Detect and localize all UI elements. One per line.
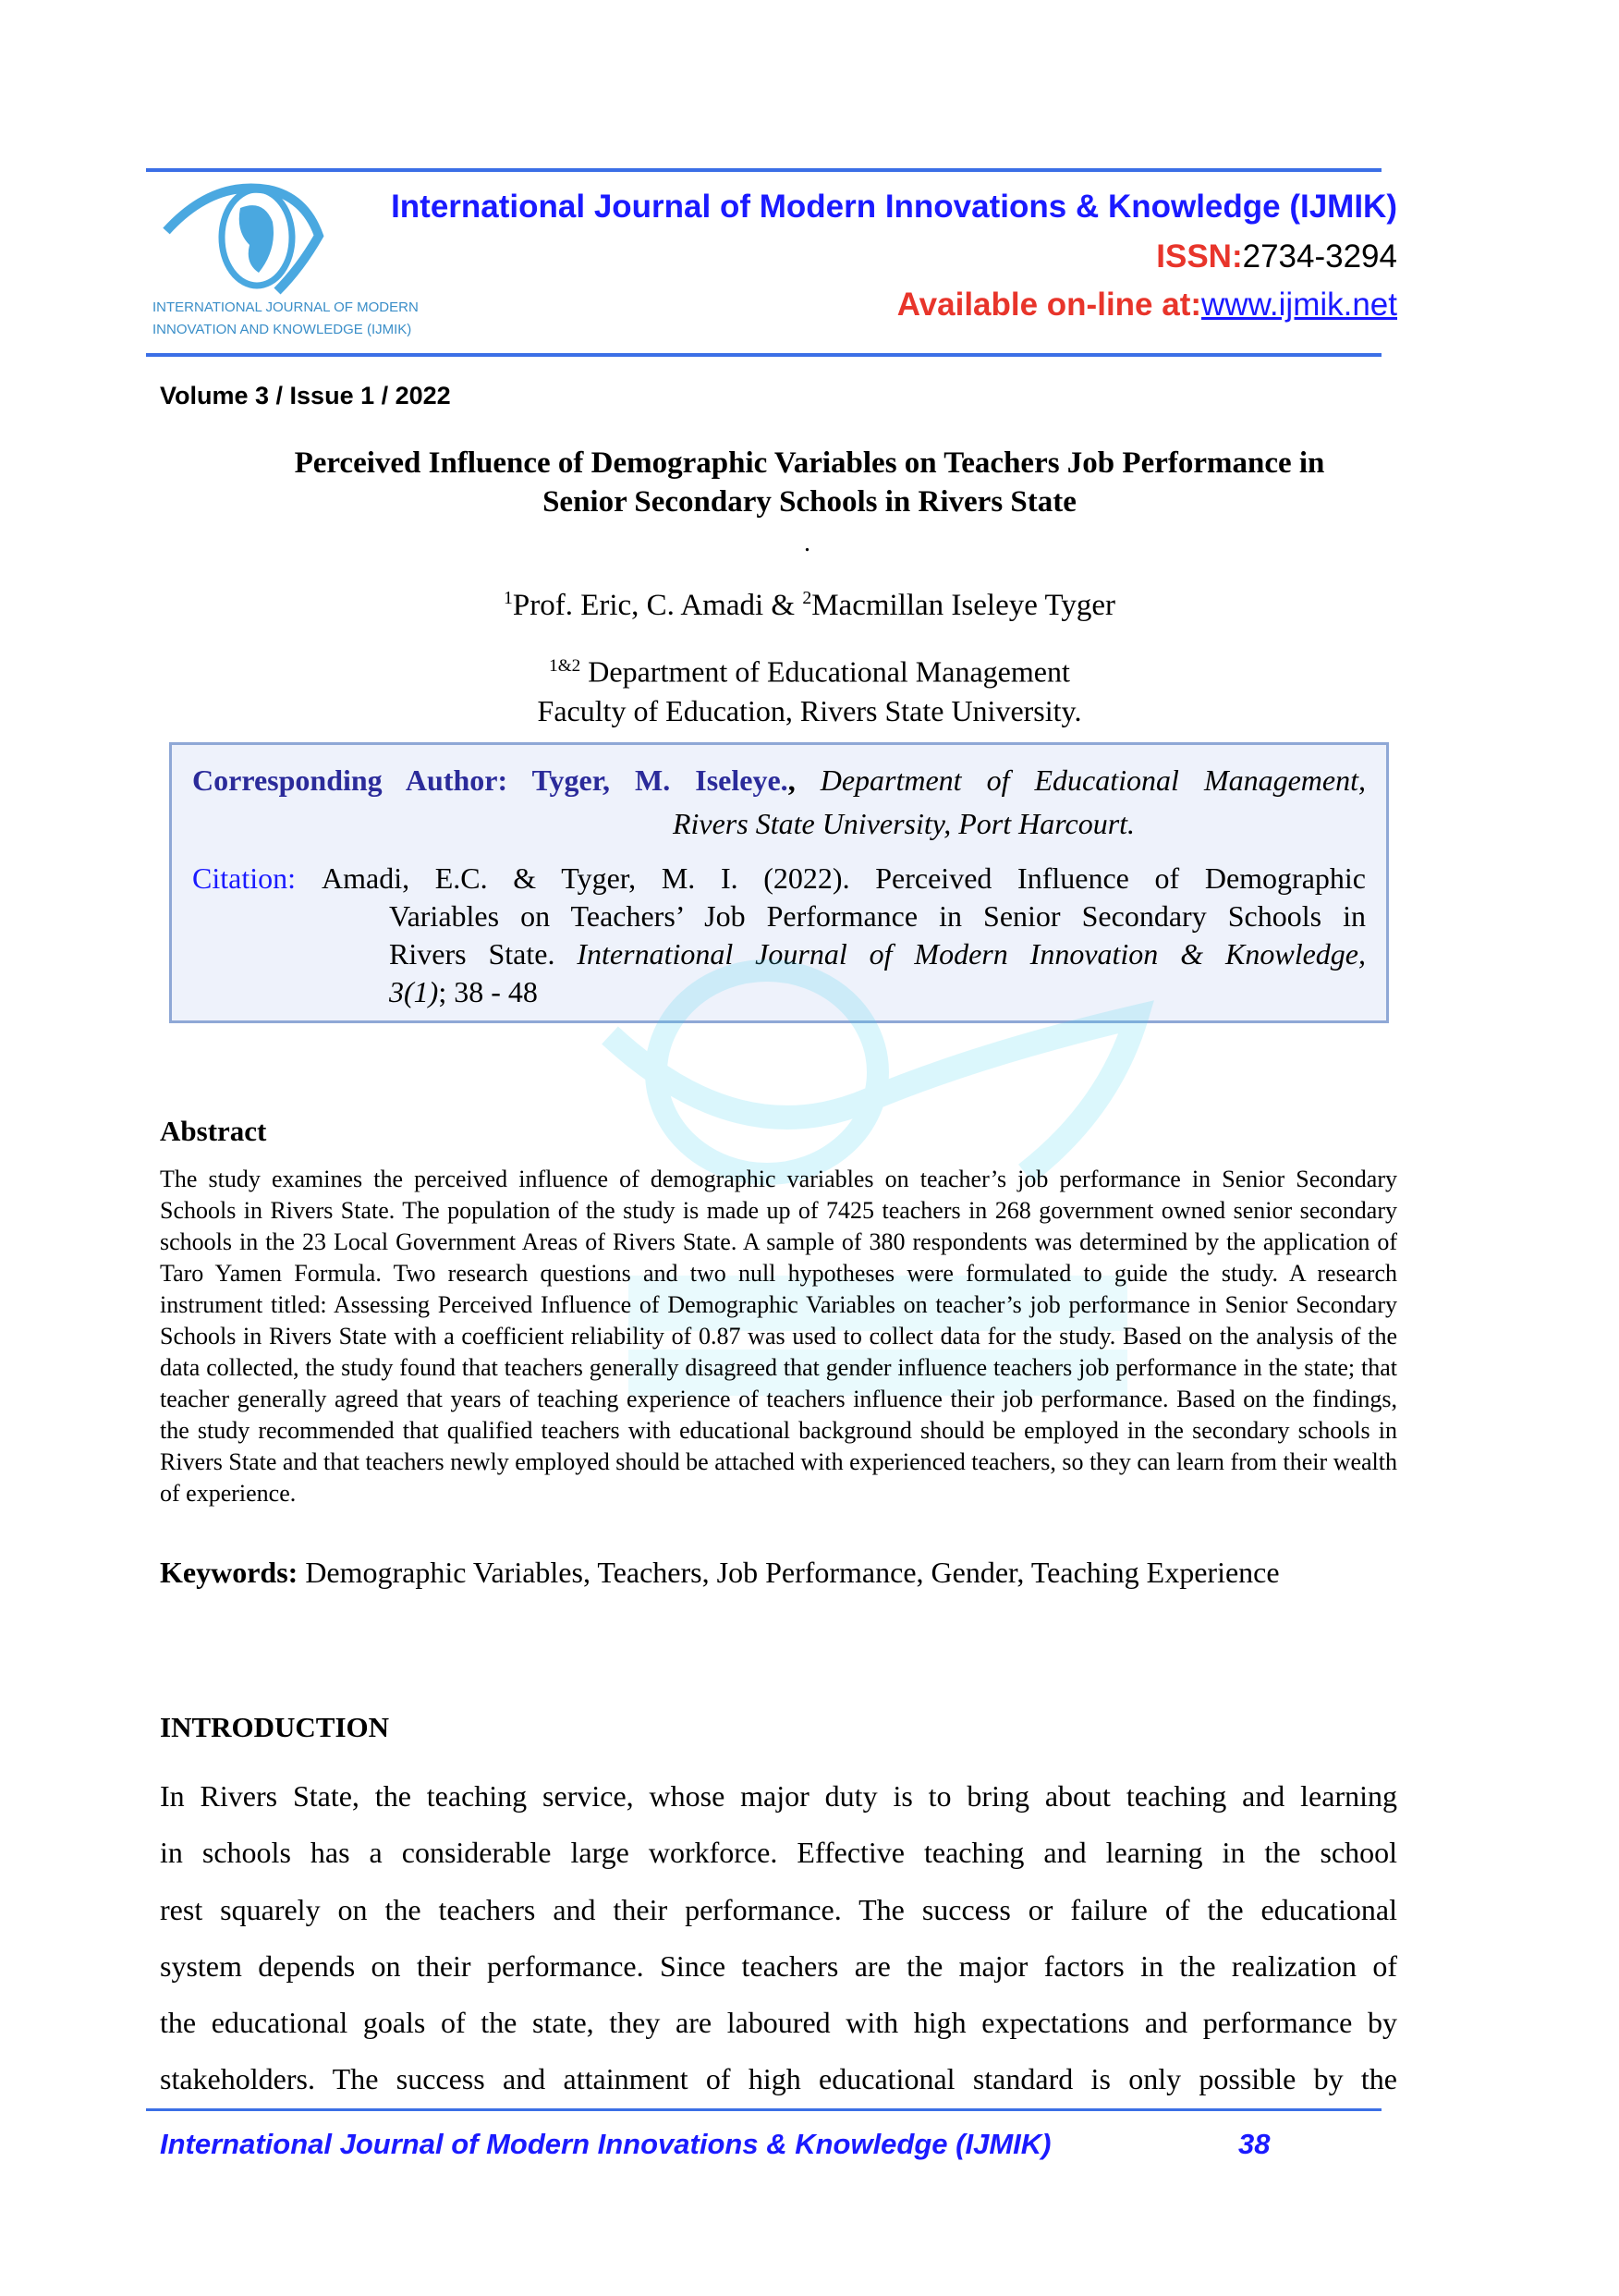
dept-sup: 1&2	[549, 656, 581, 676]
department: Department of Educational Management	[580, 654, 1070, 689]
keywords	[160, 1556, 1397, 1590]
header-bottom-rule	[146, 353, 1382, 357]
citation-pages: ; 38 - 48	[438, 975, 538, 1008]
abstract-heading: Abstract	[160, 1115, 267, 1147]
intro-line: system depends on their performance. Since teachers are the major factors in the realization of	[160, 1948, 1397, 1983]
title-dot: .	[804, 529, 810, 557]
volume-issue: Volume 3 / Issue 1 / 2022	[160, 382, 451, 409]
title-line-2: Senior Secondary Schools in Rivers State	[542, 485, 1077, 519]
logo-text-2: INNOVATION AND KNOWLEDGE (IJMIK)	[152, 322, 412, 337]
footer-rule	[146, 2108, 1382, 2111]
corresponding-author: Corresponding Author: Tyger, M. Iseleye.	[192, 763, 788, 797]
affiliation	[160, 647, 1459, 730]
intro-line: the educational goals of the state, they are laboured with high expectations and performance by	[160, 2006, 1397, 2040]
citation-line-3: Rivers State.	[389, 937, 578, 971]
keywords-list: Demographic Variables, Teachers, Job Performance, Gender, Teaching Experience	[298, 1556, 1280, 1589]
ca-department: Department of Educational Management,	[795, 763, 1367, 797]
faculty: Faculty of Education, Rivers State University.	[537, 693, 1082, 727]
ca-university: Rivers State University, Port Harcourt.	[672, 807, 1136, 840]
title-line-1: Perceived Influence of Demographic Variables on Teachers Job Performance in	[294, 446, 1325, 480]
citation-line-2: Variables on Teachers’ Job Performance in Senior Secondary Schools in	[389, 899, 1366, 933]
intro-line: stakeholders. The success and attainment of high educational standard is only possible by the	[160, 2062, 1397, 2096]
introduction-text	[160, 1768, 1397, 2108]
footer-journal: International Journal of Modern Innovations & Knowledge (IJMIK)	[160, 2128, 1052, 2160]
intro-line: rest squarely on the teachers and their performance. The success or failure of the educational	[160, 1892, 1397, 1926]
journal-title: International Journal of Modern Innovations & Knowledge (IJMIK)	[391, 189, 1397, 225]
citation-label: Citation:	[192, 861, 296, 895]
available-label: Available on-line at:	[896, 287, 1202, 323]
citation-line-1: Amadi, E.C. & Tyger, M. I. (2022). Perceived Influence of Demographic	[322, 861, 1366, 895]
issn-value: 2734-3294	[1242, 238, 1397, 275]
paper-title	[185, 444, 1434, 521]
ca-comma: ,	[787, 763, 796, 797]
header-top-rule	[146, 168, 1382, 172]
keywords-label: Keywords:	[160, 1556, 298, 1589]
logo-text-1: INTERNATIONAL JOURNAL OF MODERN	[152, 299, 419, 315]
availability	[647, 287, 1397, 324]
author-1: Prof. Eric, C. Amadi &	[512, 589, 803, 622]
author-2: Macmillan Iseleye Tyger	[811, 589, 1116, 622]
introduction-heading: INTRODUCTION	[160, 1711, 390, 1743]
intro-line: In Rivers State, the teaching service, whose major duty is to bring about teaching and learning	[160, 1779, 1397, 1813]
citation-journal: International Journal of Modern Innovation & Knowledge,	[577, 937, 1367, 971]
citation-volume: 3(1)	[389, 975, 439, 1008]
author-1-sup: 1	[503, 588, 513, 608]
website-link[interactable]: www.ijmik.net	[1201, 287, 1397, 323]
author-2-sup: 2	[802, 588, 812, 608]
authors	[160, 588, 1459, 623]
abstract-text: The study examines the perceived influence of demographic variables on teacher’s job performance in Senior Secondary Schools in Rivers State. The population of the study is made up of 7425 teachers in 268 government owned senior secondary schools in the 23 Local Government Areas of Rivers State. A sample of 380 respondents was determined by the application of Taro Yamen Formula. Two research questions and two null hypotheses were formulated to guide the study. A research instrument titled: Assessing Perceived Influence of Demographic Variables on teacher’s job performance in Senior Secondary Schools in Rivers State with a coefficient reliability of 0.87 was used to collect data for the study. Based on the analysis of the data collected, the study found that teachers generally disagreed that gender influence teachers job performance in the state; that teacher generally agreed that years of teaching experience of teachers influence their job performance. Based on the findings, the study recommended that qualified teachers with educational background should be employed in the secondary schools in Rivers State and that teachers newly employed should be attached with experienced teachers, so they can learn from their wealth of experience.	[160, 1166, 1397, 1507]
page-number: 38	[1238, 2128, 1271, 2160]
issn	[832, 238, 1397, 275]
issn-label: ISSN:	[1156, 238, 1243, 275]
intro-line: in schools has a considerable large workforce. Effective teaching and learning in the school	[160, 1836, 1397, 1870]
journal-logo	[148, 180, 419, 347]
